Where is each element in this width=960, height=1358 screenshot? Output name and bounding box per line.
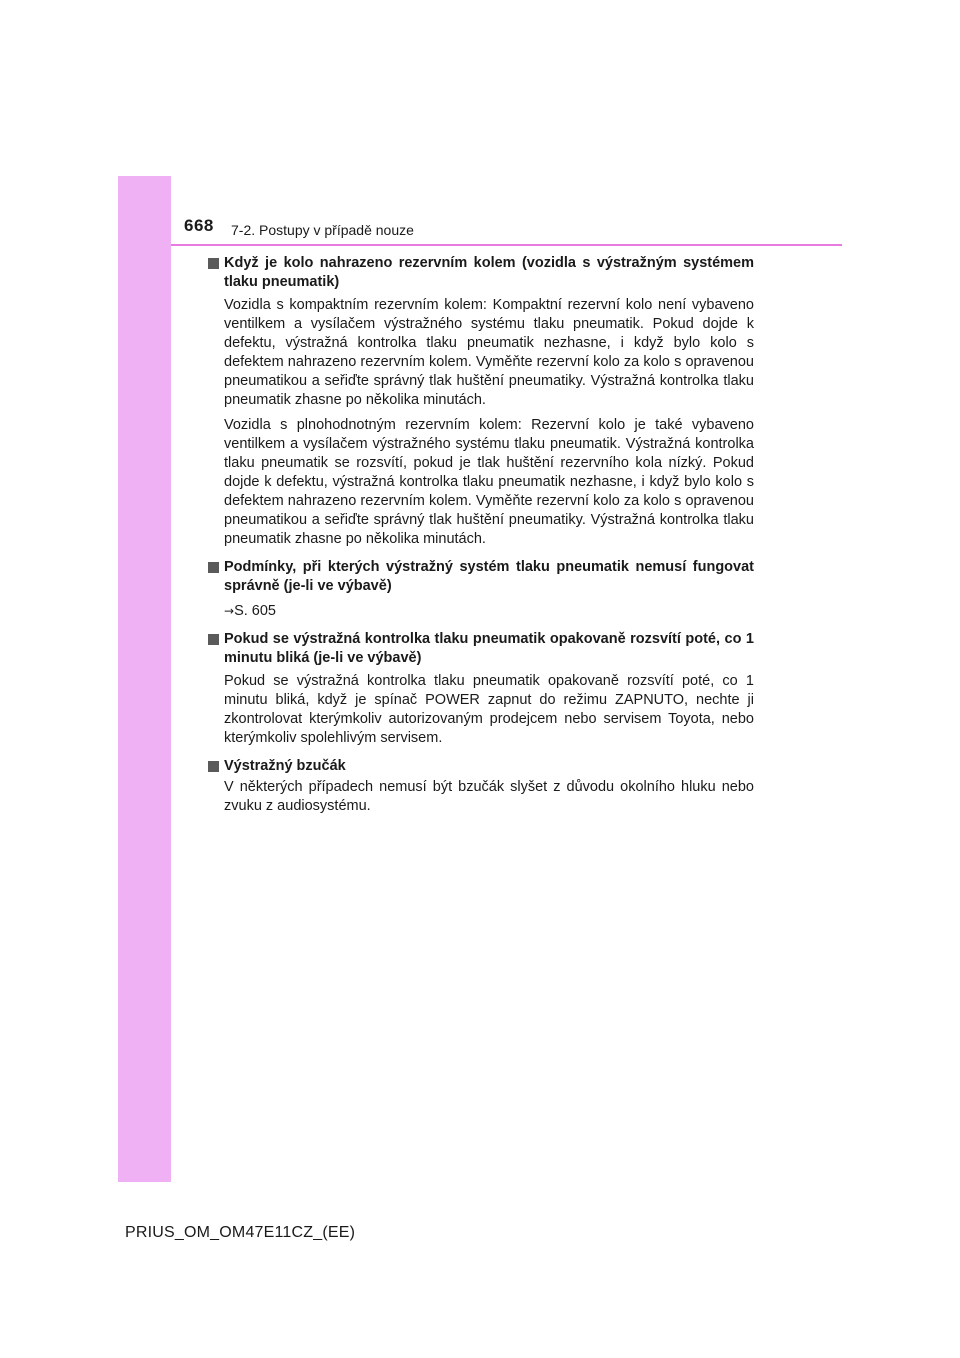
header-divider (171, 244, 842, 246)
square-bullet-icon (208, 761, 219, 772)
square-bullet-icon (208, 634, 219, 645)
square-bullet-icon (208, 562, 219, 573)
section-title: 7-2. Postupy v případě nouze (231, 222, 414, 238)
paragraph: Pokud se výstražná kontrolka tlaku pneumatik opakovaně rozsvítí poté, co 1 minutu bliká, když je spínač POWER zapnut do režimu ZAPNUTO, nechte ji zkontrolovat kterýmkoliv autorizovaným prodejcem nebo servisem Toyota, nebo kterýmkoliv spolehlivým servisem. (224, 673, 754, 746)
page-content (208, 254, 754, 825)
section-heading (208, 254, 754, 292)
section-buzzer (208, 757, 754, 816)
section-heading (208, 757, 754, 776)
paragraph: Vozidla s kompaktním rezervním kolem: Kompaktní rezervní kolo není vybaveno ventilkem a vysílačem výstražného systému tlaku pneumatik. Pokud dojde k defektu, výstražná kontrolka tlaku pneumatik nezhasne, i když bylo kolo s defektem nahrazeno rezervním kolem. Vyměňte rezervní kolo za kolo s opravenou pneumatikou a seřiďte správný tlak huštění pneumatiky. Výstražná kontrolka tlaku pneumatik zhasne po několika minutách. (224, 297, 754, 408)
paragraph: Vozidla s plnohodnotným rezervním kolem: Rezervní kolo je také vybaveno ventilkem a vysílačem výstražného systému tlaku pneumatik. Výstražná kontrolka tlaku pneumatik se rozsvítí, pokud je tlak huštění rezervního kola nízký. Pokud dojde k defektu, výstražná kontrolka tlaku pneumatik nezhasne, i když bylo kolo s defektem nahrazeno rezervním kolem. Vyměňte rezervní kolo za kolo s opravenou pneumatikou a seřiďte správný tlak huštění pneumatiky. Výstražná kontrolka tlaku pneumatik zhasne po několika minutách. (224, 417, 754, 547)
page-reference (208, 602, 754, 621)
page-reference-text: S. 605 (234, 603, 276, 619)
section-conditions (208, 558, 754, 621)
section-heading-text: Pokud se výstražná kontrolka tlaku pneumatik opakovaně rozsvítí poté, co 1 minutu bliká (je-li ve výbavě) (224, 631, 754, 666)
side-tab-band (118, 176, 171, 1182)
square-bullet-icon (208, 258, 219, 269)
section-heading-text: Když je kolo nahrazeno rezervním kolem (vozidla s výstražným systémem tlaku pneumatik) (224, 255, 754, 290)
section-heading-text: Výstražný bzučák (224, 758, 346, 774)
page-number: 668 (184, 216, 214, 235)
section-heading-text: Podmínky, při kterých výstražný systém tlaku pneumatik nemusí fungovat správně (je-li ve výbavě) (224, 559, 754, 594)
document-code: PRIUS_OM_OM47E11CZ_(EE) (125, 1224, 356, 1241)
arrow-right-icon: → (224, 604, 235, 618)
paragraph: V některých případech nemusí být bzučák slyšet z důvodu okolního hluku nebo zvuku z audiosystému. (224, 779, 754, 814)
section-heading (208, 630, 754, 668)
section-heading (208, 558, 754, 596)
section-repeated-warning (208, 630, 754, 748)
section-spare-wheel (208, 254, 754, 549)
